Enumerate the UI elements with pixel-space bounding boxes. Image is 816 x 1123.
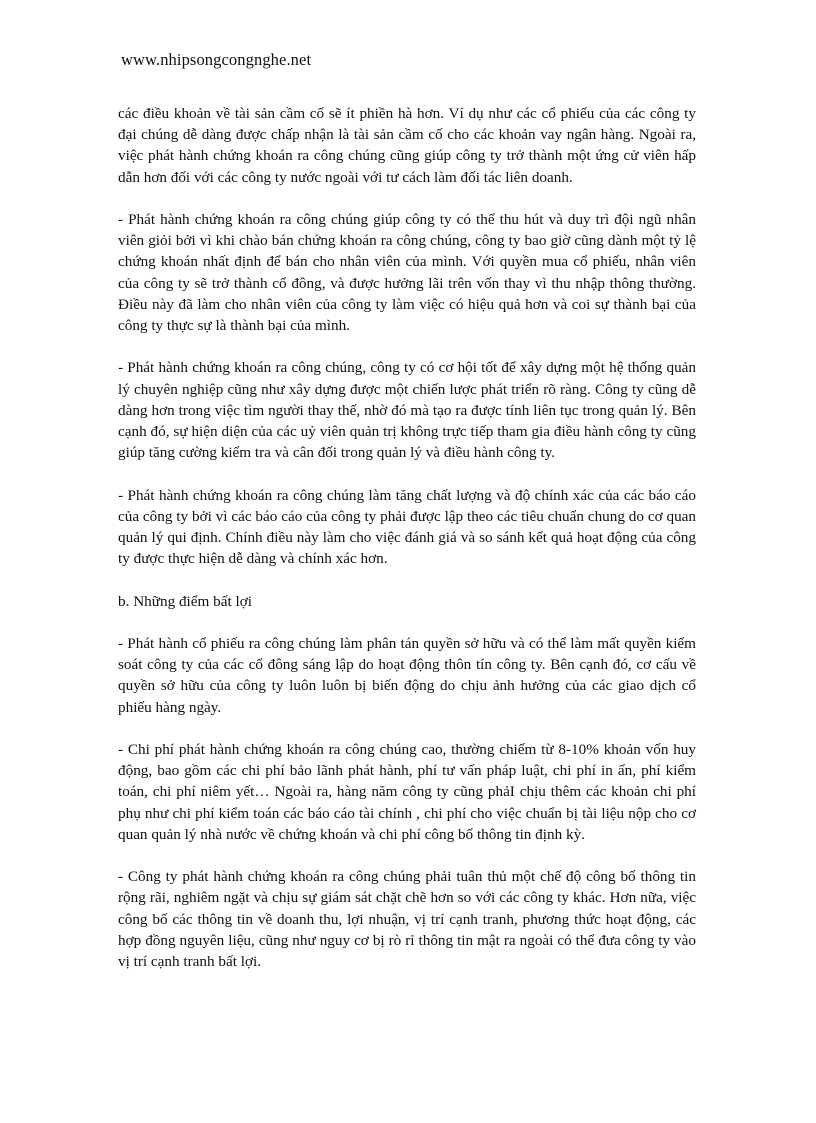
paragraph-collateral-benefits: các điều khoản về tài sản cầm cố sẽ ít phiền hà hơn. Ví dụ như các cổ phiếu của các công ty đại chúng dễ dàng được chấp nhận là tài sản cầm cố cho các khoản vay ngân hàng. Ngoài ra, việc phát hành chứng khoán ra công chúng cũng giúp công ty trở thành một ứng cử viên hấp dẫn hơn đối với các công ty nước ngoài với tư cách làm đối tác liên doanh. (118, 105, 696, 186)
paragraph-professional-management: - Phát hành chứng khoán ra công chúng, công ty có cơ hội tốt để xây dựng một hệ thống quản lý chuyên nghiệp cũng như xây dựng được một chiến lược phát triển rõ ràng. Công ty cũng dễ dàng hơn trong việc tìm người thay thế, nhờ đó mà tạo ra được tính liên tục trong quản lý. Bên cạnh đó, sự hiện diện của các uỷ viên quản trị không trực tiếp tham gia điều hành công ty cũng giúp tăng cường kiểm tra và cân đối trong quản lý và điều hành công ty. (118, 359, 696, 462)
paragraph-issuance-costs: - Chi phí phát hành chứng khoán ra công chúng cao, thường chiếm từ 8-10% khoản vốn huy động, bao gồm các chi phí bảo lãnh phát hành, phí tư vấn pháp luật, chi phí in ấn, phí kiểm toán, chi phí niêm yết… Ngoài ra, hàng năm công ty cũng phảI chịu thêm các khoản chi phí phụ như chi phí kiểm toán các báo cáo tài chính , chi phí cho việc chuẩn bị tài liệu nộp cho cơ quan quản lý nhà nước về chứng khoán và chi phí công bố thông tin định kỳ. (118, 741, 696, 843)
paragraph-report-quality: - Phát hành chứng khoán ra công chúng làm tăng chất lượng và độ chính xác của các báo cáo của công ty bởi vì các báo cáo của công ty phải được lập theo các tiêu chuẩn chung do cơ quan quản lý qui định. Chính điều này làm cho việc đánh giá và so sánh kết quả hoạt động của công ty được thực hiện dễ dàng và chính xác hơn. (118, 486, 696, 568)
section-heading-disadvantages: b. Những điểm bất lợi (118, 592, 252, 610)
site-url-header: www.nhipsongcongnghe.net (121, 50, 312, 69)
paragraph-employee-retention: - Phát hành chứng khoán ra công chúng giúp công ty có thể thu hút và duy trì đội ngũ nhân viên giỏi bởi vì khi chào bán chứng khoán ra công chúng, công ty bao giờ cũng dành một tỷ lệ chứng khoán nhất định để bán cho nhân viên của mình. Với quyền mua cổ phiếu, nhân viên của công ty sẽ trở thành cổ đông, và được hưởng lãi trên vốn thay vì thu nhập thông thường. Điều này đã làm cho nhân viên của công ty làm việc có hiệu quả hơn và coi sự thành bại của công ty thực sự là thành bại của mình. (118, 211, 696, 335)
paragraph-ownership-dilution: - Phát hành cổ phiếu ra công chúng làm phân tán quyền sở hữu và có thể làm mất quyền kiểm soát công ty của các cổ đông sáng lập do hoạt động thôn tín công ty. Bên cạnh đó, cơ cấu về quyền sở hữu của công ty luôn luôn bị biến động do chịu ảnh hưởng của các giao dịch cổ phiếu hàng ngày. (118, 635, 696, 716)
paragraph-disclosure-obligations: - Công ty phát hành chứng khoán ra công chúng phải tuân thủ một chế độ công bố thông tin rộng rãi, nghiêm ngặt và chịu sự giám sát chặt chẽ hơn so với các công ty khác. Hơn nữa, việc công bố các thông tin về doanh thu, lợi nhuận, vị trí cạnh tranh, phương thức hoạt động, các hợp đồng nguyên liệu, cũng như nguy cơ bị rò rỉ thông tin mật ra ngoài có thể đưa công ty vào vị trí cạnh tranh bất lợi. (118, 868, 696, 971)
document-body (118, 103, 696, 993)
